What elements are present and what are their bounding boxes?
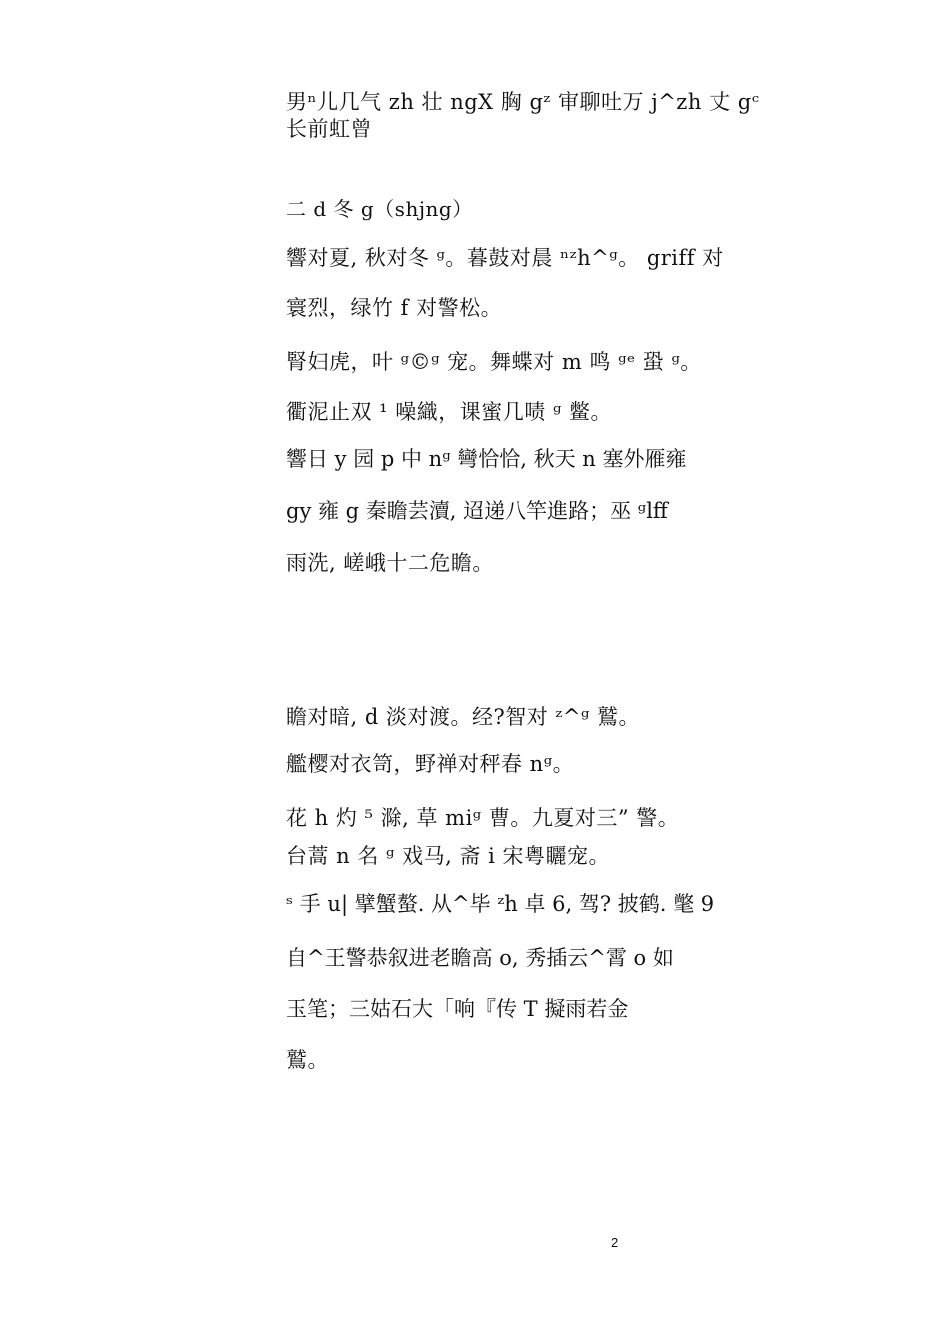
text-line-1: 男ⁿ儿几气 zh 壮 ngX 胸 gᶻ 审聊吐万 j^zh 丈 gᶜ — [286, 90, 760, 114]
text-line-15: 自^王警恭叙进老瞻高 o, 秀插云^霄 o 如 — [286, 946, 674, 970]
text-line-2: 长前虹曾 — [286, 117, 372, 141]
text-line-17: 鷲。 — [286, 1048, 329, 1072]
text-line-14: ˢ 手 u| 擘蟹螯. 从^毕 ᶻh 卓 6, 驾? 披鹤. 氅 9 — [286, 892, 715, 916]
text-line-4: 寰烈，绿竹 f 对警松。 — [286, 296, 503, 320]
text-line-3: 響对夏, 秋对冬 ᵍ。暮鼓对晨 ⁿᶻh^ᵍ。 griff 对 — [286, 246, 724, 270]
text-line-10: 瞻对暗, d 淡对渡。经?智对 ᶻ^ᵍ 鷲。 — [286, 705, 641, 729]
text-line-5: 腎妇虎，叶 ᵍ©ᵍ 宠。舞蝶对 m 鸣 ᵍᵉ 蛩 ᵍ。 — [286, 350, 702, 374]
text-line-11: 艦樱对衣笥，野禅对秤春 nᵍ。 — [286, 752, 575, 776]
text-line-7: 響日 y 园 p 中 nᵍ 彎恰恰, 秋天 n 塞外雁雍 — [286, 447, 687, 471]
section-heading: 二 d 冬 g（shjng） — [286, 197, 473, 221]
text-line-8: gy 雍 g 秦瞻芸瀆, 迢递八竿進路；巫 ᵍlff — [286, 499, 668, 523]
page-number: 2 — [611, 1235, 619, 1250]
text-line-6: 衢泥止双 ¹ 噪織，课蜜几啧 ᵍ 鳖。 — [286, 400, 613, 424]
text-line-9: 雨洗, 嵯峨十二危瞻。 — [286, 551, 494, 575]
text-line-16: 玉笔；三姑石大「响『传 T 擬雨若金 — [286, 997, 629, 1021]
text-line-12: 花 h 灼 ⁵ 滁, 草 miᵍ 曹。九夏对三” 警。 — [286, 806, 680, 830]
text-line-13: 台蒿 n 名 ᵍ 戏马, 斋 i 宋粤矖宠。 — [286, 844, 611, 868]
